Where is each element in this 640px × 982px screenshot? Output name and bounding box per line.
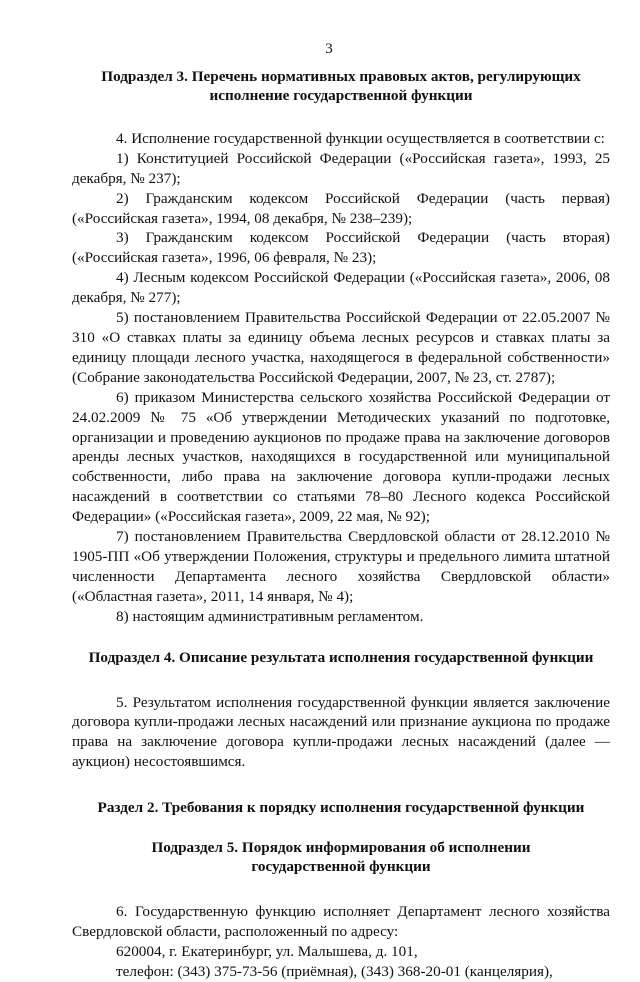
list-item-5: 5) постановлением Правительства Российской Федерации от 22.05.2007 № 310 «О ставках платы за единицу объема лесных ресурсов и ставках платы за единицу площади лесного участка, находящегося в федеральной собственности» (Собрание законодательства Российской Федерации, 2007, № 23, ст. 2787); [72, 309, 610, 386]
list-item-4: 4) Лесным кодексом Российской Федерации («Российская газета», 2006, 08 декабря, № 277); [72, 269, 610, 307]
subsection-5-body [72, 902, 610, 982]
paragraph-5: 5. Результатом исполнения государственной функции является заключение договора купли-продажи лесных насаждений или признание аукциона по продаже права на заключение договора купли-продажи лесных насаждений (далее — аукцион) несостоявшимся. [72, 693, 610, 771]
list-item-7: 7) постановлением Правительства Свердловской области от 28.12.2010 № 1905-ПП «Об утверждении Положения, структуры и предельного лимита штатной численности Департамента лесного хозяйства Свердловской области» («Областная газета», 2011, 14 января, № 4); [72, 528, 610, 605]
document-page [72, 40, 610, 982]
subsection-3-heading-line2: исполнение государственной функции [209, 86, 473, 104]
list-item-3: 3) Гражданским кодексом Российской Федерации (часть вторая) («Российская газета», 1996, 06 февраля, № 23); [72, 229, 610, 267]
list-item-6: 6) приказом Министерства сельского хозяйства Российской Федерации от 24.02.2009 № 75 «Об утверждении Методических указаний по подготовке, организации и проведению аукционов по продаже права на заключение договоров аренды лесных участков, находящихся в государственной или муниципальной собственности, либо права на заключение договора купли-продажи лесных насаждений в соответствии со статьями 78–80 Лесного кодекса Российской Федерации» («Российская газета», 2009, 22 мая, № 92); [72, 388, 610, 526]
subsection-3-body [72, 129, 610, 627]
subsection-3-heading [72, 67, 610, 105]
section-2-heading: Раздел 2. Требования к порядку исполнения государственной функции [97, 799, 585, 817]
paragraph-4-intro: 4. Исполнение государственной функции осуществляется в соответствии с: [116, 129, 605, 147]
subsection-4 [72, 648, 610, 773]
subsection-5 [72, 838, 610, 982]
subsection-5-heading [72, 838, 610, 876]
page-number: 3 [325, 41, 333, 57]
address-line: 620004, г. Екатеринбург, ул. Малышева, д. 101, [116, 943, 418, 960]
phones-line: телефон: (343) 375-73-56 (приёмная), (343) 368-20-01 (канцелярия), [116, 962, 553, 980]
subsection-5-heading-line1: Подраздел 5. Порядок информирования об исполнении [151, 839, 531, 857]
list-item-2: 2) Гражданским кодексом Российской Федерации (часть первая) («Российская газета», 1994, 08 декабря, № 238–239); [72, 189, 610, 227]
subsection-5-heading-line2: государственной функции [251, 858, 431, 876]
subsection-4-heading: Подраздел 4. Описание результата исполнения государственной функции [88, 648, 594, 666]
subsection-3 [72, 67, 610, 627]
subsection-3-heading-line1: Подраздел 3. Перечень нормативных правовых актов, регулирующих [101, 67, 581, 85]
list-item-1: 1) Конституцией Российской Федерации («Российская газета», 1993, 25 декабря, № 237); [72, 149, 610, 187]
list-item-8: 8) настоящим административным регламентом. [116, 607, 424, 625]
paragraph-6: 6. Государственную функцию исполняет Департамент лесного хозяйства Свердловской области, расположенный по адресу: [72, 903, 610, 941]
